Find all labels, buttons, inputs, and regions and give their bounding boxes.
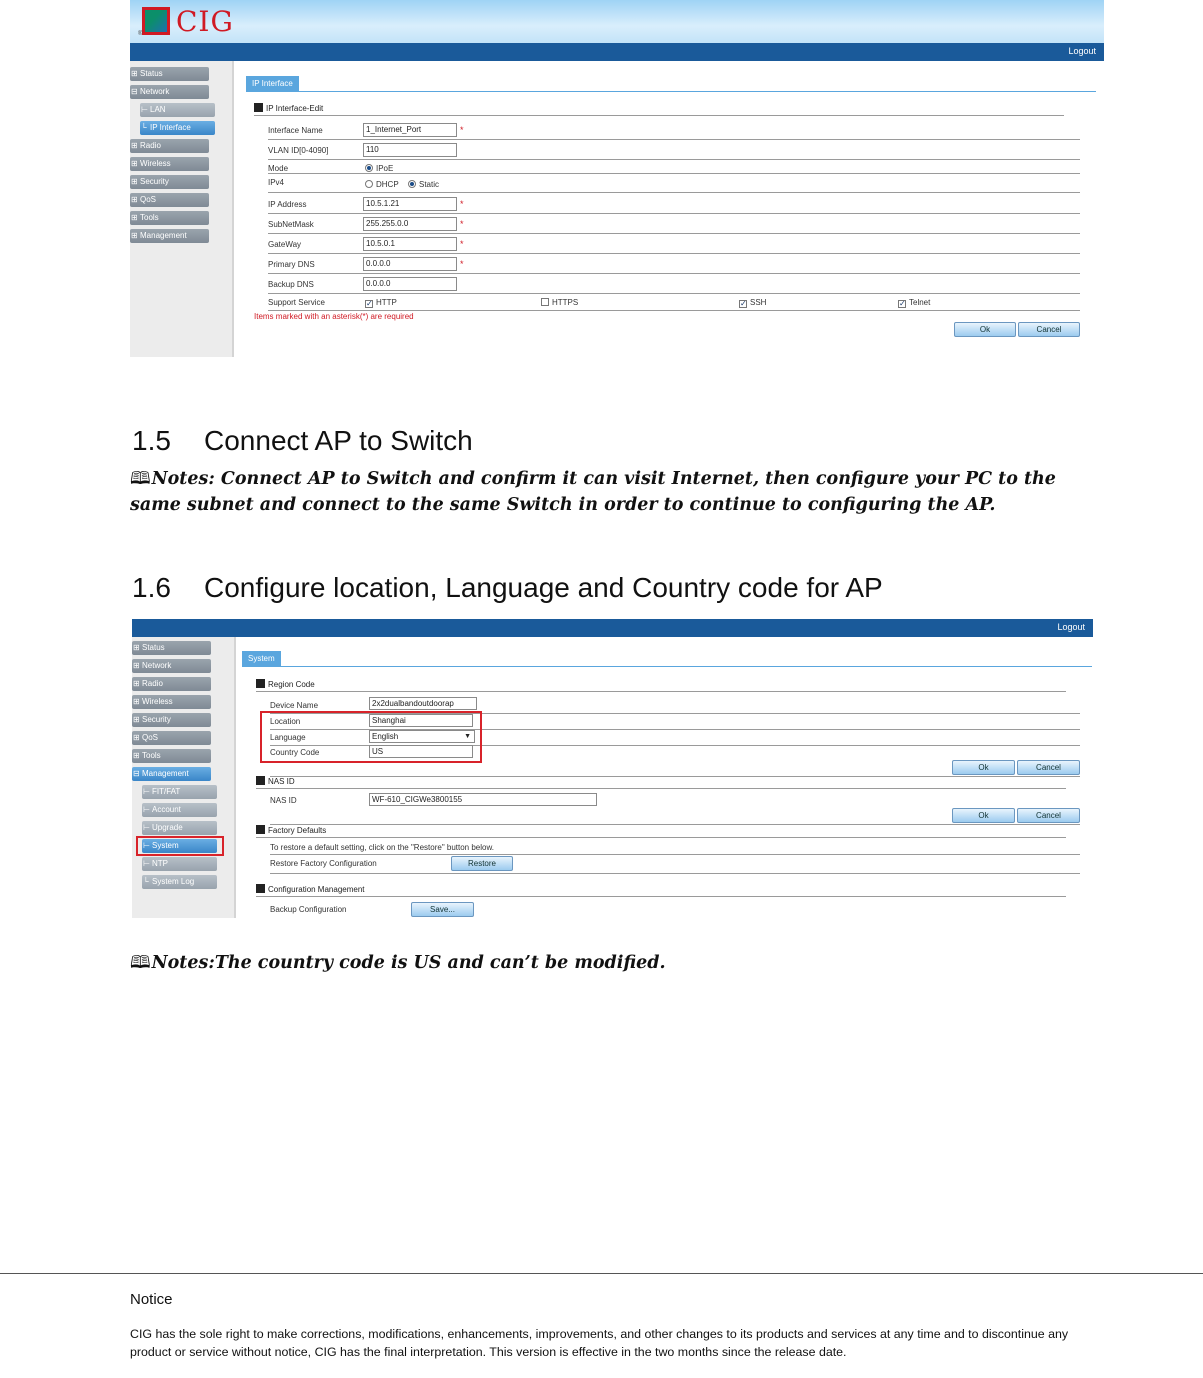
required-asterisk: * — [460, 239, 464, 249]
logout-link[interactable]: Logout — [1068, 46, 1096, 56]
row-ip-address — [268, 194, 1080, 214]
chevron-down-icon: ▼ — [464, 733, 471, 740]
section-title-text: Factory Defaults — [268, 826, 327, 835]
highlight-system-menu — [136, 836, 224, 856]
radio-unselected-icon — [365, 180, 373, 188]
row-gateway — [268, 234, 1080, 254]
https-label: HTTPS — [552, 298, 579, 307]
checkbox-checked-icon: ✓ — [740, 299, 747, 308]
sidebar-item-label: Status — [140, 69, 163, 78]
cig-logo — [138, 3, 238, 39]
footer-divider — [0, 1273, 1203, 1274]
language-label: Language — [270, 733, 306, 742]
sidebar-item-label: Radio — [142, 679, 163, 688]
section-divider — [256, 788, 1066, 789]
top-nav-bar — [130, 43, 1104, 61]
logo-mark-icon — [142, 7, 170, 35]
sidebar-item-label: Network — [140, 87, 170, 96]
row-subnet-mask — [268, 214, 1080, 234]
row-primary-dns — [268, 254, 1080, 274]
row-support-service — [268, 294, 1080, 311]
tab-ip-interface[interactable]: IP Interface — [246, 76, 299, 91]
save-config-button[interactable]: Save... — [411, 902, 474, 917]
sidebar-item-qos[interactable] — [130, 193, 209, 207]
book-icon: 🕮 — [130, 953, 151, 973]
ipv4-static-label: Static — [419, 180, 440, 189]
section-title-region-code — [256, 679, 315, 689]
expand-icon: ⊞ — [131, 177, 138, 186]
section-title-text: Configuration Management — [268, 885, 365, 894]
heading-title: Connect AP to Switch — [204, 425, 473, 456]
section-title-nas-id — [256, 776, 295, 786]
header-banner — [130, 0, 1104, 43]
sidebar-item-label: Radio — [140, 141, 161, 150]
http-checkbox[interactable] — [365, 298, 397, 308]
heading-1-6 — [132, 572, 883, 604]
location-input[interactable]: Shanghai — [369, 714, 473, 727]
expand-icon: ⊞ — [131, 141, 138, 150]
tab-system[interactable]: System — [242, 651, 281, 666]
tree-branch-icon: ⊢ — [141, 105, 148, 114]
row-divider — [270, 776, 1080, 777]
sidebar-item-label: QoS — [140, 195, 157, 204]
ip-interface-panel — [238, 61, 1104, 357]
sidebar-item-label: LAN — [150, 105, 166, 114]
sidebar-item-security[interactable] — [130, 175, 209, 189]
heading-number: 1.5 — [132, 425, 171, 456]
heading-number: 1.6 — [132, 572, 171, 603]
required-asterisk: * — [460, 219, 464, 229]
sidebar-item-status[interactable] — [132, 641, 211, 655]
telnet-label: Telnet — [909, 298, 931, 307]
interface-name-input[interactable]: 1_Internet_Port — [363, 123, 457, 137]
region-ok-button[interactable]: Ok — [952, 760, 1015, 775]
ipv4-dhcp-label: DHCP — [376, 180, 399, 189]
collapse-icon: ⊟ — [131, 87, 138, 96]
device-name-input[interactable]: 2x2dualbandoutdoorap — [369, 697, 477, 710]
expand-icon: ⊞ — [133, 679, 140, 688]
tab-underline — [242, 666, 1092, 667]
nas-id-label: NAS ID — [270, 796, 297, 805]
subnet-mask-label: SubNetMask — [268, 220, 314, 229]
sidebar-item-upgrade[interactable] — [142, 821, 217, 835]
cancel-button[interactable]: Cancel — [1018, 322, 1080, 337]
gateway-input[interactable]: 10.5.0.1 — [363, 237, 457, 251]
logo-registered: ® — [138, 31, 143, 37]
sidebar — [132, 637, 236, 918]
interface-name-label: Interface Name — [268, 126, 323, 135]
sidebar-item-account[interactable] — [142, 803, 217, 817]
sidebar-item-label: Wireless — [142, 697, 173, 706]
tree-branch-icon: ⊢ — [143, 823, 150, 832]
mode-ipoe-radio[interactable] — [365, 164, 393, 173]
device-name-label: Device Name — [270, 701, 319, 710]
sidebar-item-label: System Log — [152, 877, 195, 886]
sidebar-item-label: Wireless — [140, 159, 171, 168]
sidebar-item-label: Tools — [140, 213, 159, 222]
tree-branch-icon: └ — [143, 877, 149, 886]
tree-branch-icon: ⊢ — [143, 841, 150, 850]
expand-icon: ⊞ — [131, 69, 138, 78]
sidebar-divider — [232, 61, 234, 357]
country-code-label: Country Code — [270, 748, 320, 757]
heading-1-5 — [132, 425, 473, 457]
tree-branch-icon: ⊢ — [143, 805, 150, 814]
ssh-label: SSH — [750, 298, 767, 307]
row-interface-name — [268, 120, 1080, 140]
vlan-id-input[interactable]: 110 — [363, 143, 457, 157]
expand-icon: ⊞ — [131, 195, 138, 204]
radio-selected-icon — [365, 164, 373, 172]
sidebar-item-label: Security — [142, 715, 171, 724]
book-icon: 🕮 — [130, 469, 151, 489]
sidebar-divider — [234, 637, 236, 918]
sidebar-item-qos[interactable] — [132, 731, 211, 745]
restore-factory-label: Restore Factory Configuration — [270, 859, 377, 868]
sidebar — [130, 61, 234, 357]
mode-ipoe-label: IPoE — [376, 164, 394, 173]
note-text: Notes: Connect AP to Switch and confirm it can visit Internet, then configure your PC to the same subnet and connect to the same Switch in order to continue to configuring the AP. — [130, 469, 1056, 515]
checkbox-unchecked-icon — [541, 298, 549, 306]
section-title-ip-interface-edit — [254, 103, 323, 113]
nas-id-input[interactable]: WF-610_CIGWe3800155 — [369, 793, 597, 806]
section-bullet-icon — [254, 103, 263, 112]
sidebar-item-label: Network — [142, 661, 172, 670]
restore-button[interactable]: Restore — [451, 856, 513, 871]
system-screenshot — [132, 619, 1093, 918]
expand-icon: ⊞ — [133, 661, 140, 670]
nas-cancel-button[interactable]: Cancel — [1017, 808, 1080, 823]
section-title-text: IP Interface-Edit — [266, 104, 324, 113]
logo-text: CIG — [176, 5, 234, 38]
required-fields-note: Items marked with an asterisk(*) are required — [254, 312, 414, 321]
expand-icon: ⊞ — [133, 697, 140, 706]
country-code-input: US — [369, 745, 473, 758]
backup-dns-label: Backup DNS — [268, 280, 314, 289]
sidebar-item-label: QoS — [142, 733, 159, 742]
mode-label: Mode — [268, 164, 289, 173]
checkbox-checked-icon: ✓ — [899, 299, 906, 308]
vlan-id-label: VLAN ID[0-4090] — [268, 146, 329, 155]
section-divider — [256, 837, 1066, 838]
gateway-label: GateWay — [268, 240, 302, 249]
sidebar-item-fit-fat[interactable] — [142, 785, 217, 799]
sidebar-item-network[interactable] — [132, 659, 211, 673]
nas-ok-button[interactable]: Ok — [952, 808, 1015, 823]
backup-configuration-label: Backup Configuration — [270, 905, 347, 914]
sidebar-item-ip-interface[interactable] — [140, 121, 215, 135]
sidebar-item-label: Management — [140, 231, 187, 240]
sidebar-item-label: Management — [142, 769, 189, 778]
sidebar-item-radio[interactable] — [132, 677, 211, 691]
region-cancel-button[interactable]: Cancel — [1017, 760, 1080, 775]
sidebar-item-wireless[interactable] — [130, 157, 209, 171]
sidebar-item-system-log[interactable] — [142, 875, 217, 889]
section-title-text: Region Code — [268, 680, 315, 689]
required-asterisk: * — [460, 199, 464, 209]
sidebar-item-management[interactable] — [130, 229, 209, 243]
heading-title: Configure location, Language and Country code for AP — [204, 572, 883, 603]
sidebar-item-label: Status — [142, 643, 165, 652]
note-country-code — [130, 950, 1080, 976]
row-divider — [270, 824, 1080, 825]
expand-icon: ⊞ — [133, 733, 140, 742]
sidebar-item-label: Tools — [142, 751, 161, 760]
expand-icon: ⊞ — [131, 231, 138, 240]
tab-underline — [246, 91, 1096, 92]
ipv4-dhcp-radio[interactable] — [365, 180, 399, 189]
language-value: English — [372, 732, 399, 741]
sidebar-item-label: System — [152, 841, 179, 850]
sidebar-item-label: FIT/FAT — [152, 787, 181, 796]
section-title-configuration-management — [256, 884, 365, 894]
expand-icon: ⊞ — [133, 643, 140, 652]
sidebar-item-label: NTP — [152, 859, 168, 868]
section-title-text: NAS ID — [268, 777, 295, 786]
section-title-factory-defaults — [256, 825, 326, 835]
sidebar-item-status[interactable] — [130, 67, 209, 81]
sidebar-item-ntp[interactable] — [142, 857, 217, 871]
note-connect-ap — [130, 466, 1080, 518]
sidebar-item-label: Account — [152, 805, 181, 814]
tree-branch-icon: ⊢ — [143, 787, 150, 796]
row-vlan-id — [268, 140, 1080, 160]
location-label: Location — [270, 717, 301, 726]
row-mode — [268, 160, 1080, 174]
telnet-checkbox[interactable] — [898, 298, 930, 308]
section-bullet-icon — [256, 679, 265, 688]
sidebar-item-tools[interactable] — [130, 211, 209, 225]
section-bullet-icon — [256, 776, 265, 785]
checkbox-checked-icon: ✓ — [366, 299, 373, 308]
notice-body: CIG has the sole right to make corrections, modifications, enhancements, improvements, and other changes to its products and services at any time and to discontinue any product or service without notice, CIG has the final interpretation. This version is effective in the two months since the release date. — [130, 1327, 1069, 1359]
sidebar-item-wireless[interactable] — [132, 695, 211, 709]
highlight-region-fields — [260, 711, 482, 763]
ip-interface-screenshot — [130, 0, 1104, 357]
system-panel — [240, 637, 1093, 918]
ssh-checkbox[interactable] — [739, 298, 766, 308]
tree-branch-icon: └ — [141, 123, 147, 132]
collapse-icon: ⊟ — [133, 769, 140, 778]
ipv4-label: IPv4 — [268, 178, 285, 187]
sidebar-item-security[interactable] — [132, 713, 211, 727]
sidebar-item-label: IP Interface — [150, 123, 191, 132]
sidebar-item-label: Security — [140, 177, 169, 186]
ok-button[interactable]: Ok — [954, 322, 1016, 337]
expand-icon: ⊞ — [131, 159, 138, 168]
ipv4-static-radio[interactable] — [408, 180, 439, 189]
section-bullet-icon — [256, 825, 265, 834]
row-divider — [270, 873, 1080, 874]
ip-address-label: IP Address — [268, 200, 307, 209]
expand-icon: ⊞ — [133, 751, 140, 760]
expand-icon: ⊞ — [131, 213, 138, 222]
note-text: Notes:The country code is US and can’t be modified. — [151, 953, 666, 973]
notice-title: Notice — [130, 1291, 173, 1308]
required-asterisk: * — [460, 125, 464, 135]
expand-icon: ⊞ — [133, 715, 140, 724]
sidebar-item-management[interactable] — [132, 767, 211, 781]
primary-dns-label: Primary DNS — [268, 260, 315, 269]
top-nav-bar — [132, 619, 1093, 637]
sidebar-item-tools[interactable] — [132, 749, 211, 763]
radio-selected-icon — [408, 180, 416, 188]
support-service-label: Support Service — [268, 298, 325, 307]
backup-dns-input[interactable]: 0.0.0.0 — [363, 277, 457, 291]
sidebar-item-network[interactable] — [130, 85, 209, 99]
sidebar-item-radio[interactable] — [130, 139, 209, 153]
section-divider — [256, 691, 1066, 692]
section-bullet-icon — [256, 884, 265, 893]
section-divider — [256, 896, 1066, 897]
row-divider — [270, 854, 1080, 855]
ip-address-input[interactable]: 10.5.1.21 — [363, 197, 457, 211]
section-divider — [254, 115, 1064, 116]
http-label: HTTP — [376, 298, 397, 307]
row-backup-dns — [268, 274, 1080, 294]
restore-hint: To restore a default setting, click on the "Restore" button below. — [270, 843, 495, 852]
tree-branch-icon: ⊢ — [143, 859, 150, 868]
sidebar-item-label: Upgrade — [152, 823, 183, 832]
logout-link[interactable]: Logout — [1057, 622, 1085, 632]
https-checkbox[interactable] — [541, 298, 578, 307]
required-asterisk: * — [460, 259, 464, 269]
sidebar-item-lan[interactable] — [140, 103, 215, 117]
row-ipv4 — [268, 175, 1080, 193]
subnet-mask-input[interactable]: 255.255.0.0 — [363, 217, 457, 231]
primary-dns-input[interactable]: 0.0.0.0 — [363, 257, 457, 271]
